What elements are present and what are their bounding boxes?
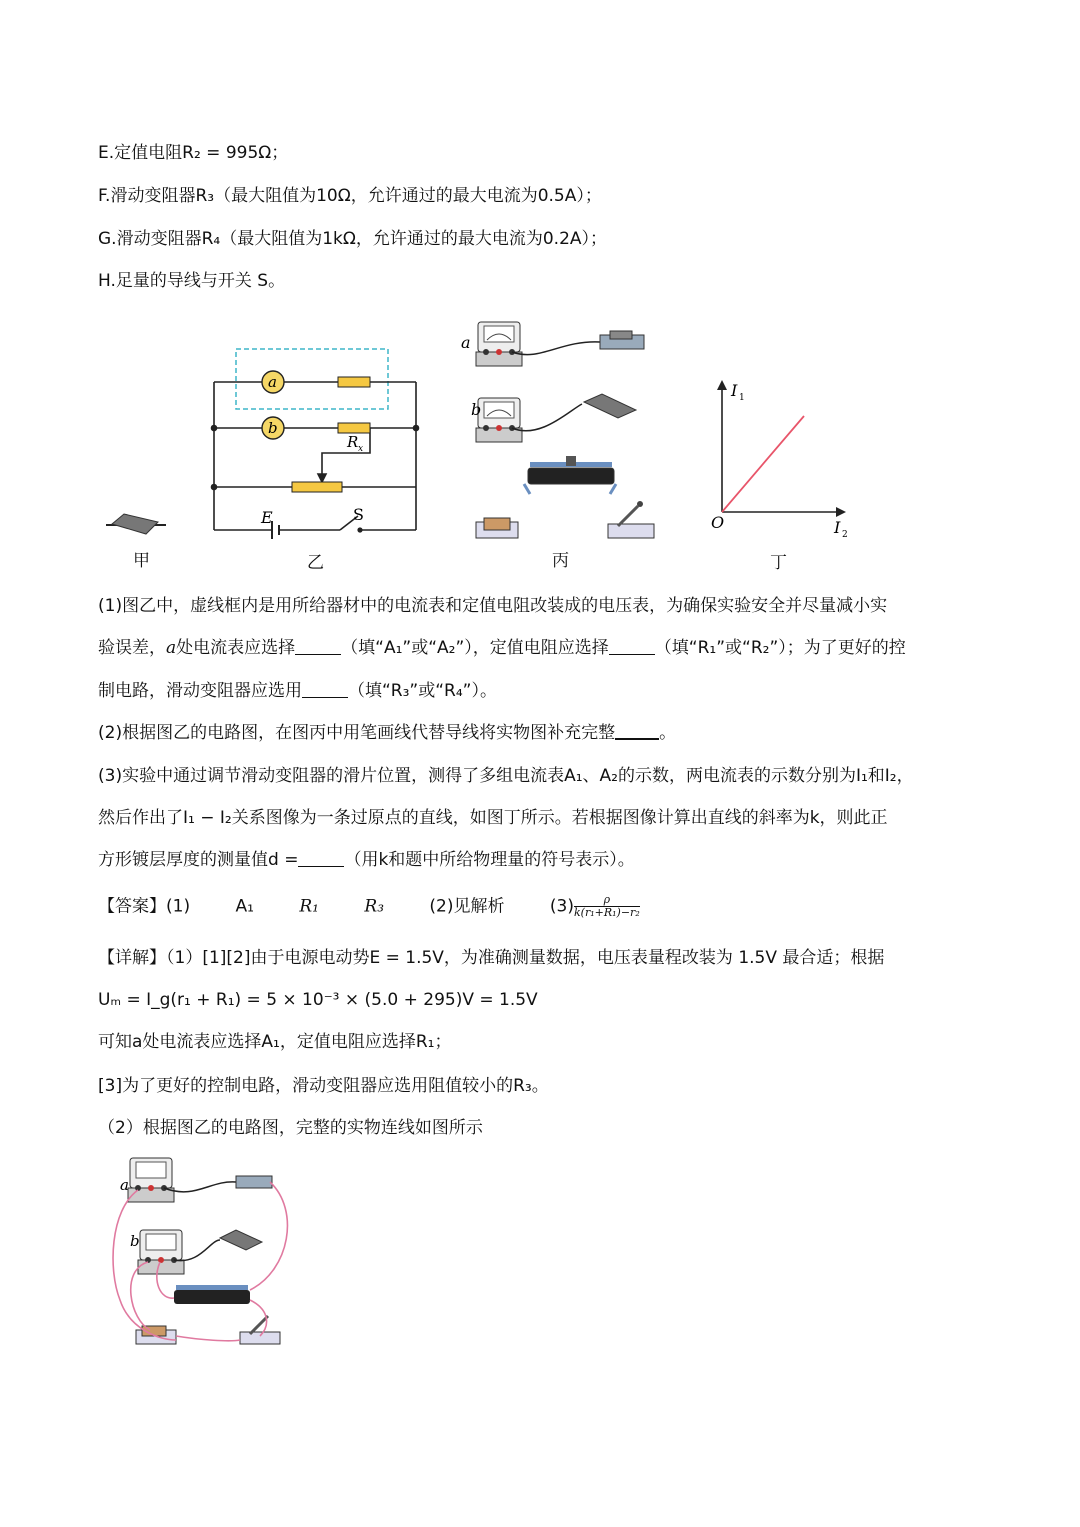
q3-line2: 然后作出了I₁ − I₂关系图像为一条过原点的直线，如图丁所示。若根据图像计算出直线的斜率为k，则此正 [98,808,888,828]
axis-origin: O [711,513,725,532]
plate-device [584,394,636,418]
wired-figure [100,1150,310,1360]
wire-a [512,342,600,355]
detail-line2: Uₘ = I_g(r₁ + R₁) = 5 × 10⁻³ × (5.0 + 295)V = 1.5V [98,990,538,1010]
answer-line [98,894,640,919]
battery-device [476,518,518,538]
w-label-b: b [130,1232,140,1250]
answer-r3: R₃ [364,896,385,917]
caption-yi: 乙 [307,553,324,573]
q1-line2: 验误差，a处电流表应选择 （填“A₁”或“A₂”），定值电阻应选择 （填“R₁”或“R₂”）；为了更好的控 [98,638,906,658]
wire-b [512,404,582,431]
rheostat [292,482,342,492]
detail-line4: [3]为了更好的控制电路，滑动变阻器应选用阻值较小的R₃。 [98,1076,549,1096]
meter-a-device [476,322,522,366]
q3-line3: 方形镀层厚度的测量值d = （用k和题中所给物理量的符号表示）。 [98,850,635,870]
answer-label: 【答案】(1) [98,896,191,917]
switch-device [608,501,654,538]
item-h: H.足量的导线与开关 S。 [98,271,286,291]
item-e: E.定值电阻R₂ = 995Ω； [98,143,289,163]
answer-a1: A₁ [235,896,254,917]
graph-ding [717,380,846,517]
label-b: b [268,419,278,437]
rheostat-device [524,456,616,494]
label-rx: R [347,433,359,451]
caption-bing: 丙 [552,551,569,571]
label-a: a [268,373,277,391]
graph-line [722,416,804,512]
plate-jia [106,514,166,534]
blank-2[interactable] [609,638,655,655]
answer-p2: (2)见解析 [429,896,505,917]
inst-label-b: b [471,400,482,419]
detail-line1: 【详解】（1）[1][2]由于电源电动势E = 1.5V，为准确测量数据，电压表量程改装为 1.5V 最合适；根据 [98,948,885,968]
q1-line1: (1)图乙中，虚线框内是用所给器材中的电流表和定值电阻改装成的电压表，为确保实验安全并尽量减小实 [98,596,888,616]
blank-5[interactable] [298,850,344,867]
item-f: F.滑动变阻器R₃（最大阻值为10Ω，允许通过的最大电流为0.5A）； [98,186,602,206]
detail-line3: 可知a处电流表应选择A₁，定值电阻应选择R₁； [98,1032,452,1052]
circuit-yi [212,349,419,539]
caption-jia: 甲 [133,551,150,571]
axis-i1-sub: 1 [739,393,745,403]
meter-b-device [476,398,522,442]
answer-p3: (3) [549,896,575,917]
blank-4[interactable] [615,722,659,740]
axis-i1: I [731,381,738,400]
inst-label-a: a [461,333,471,352]
caption-ding: 丁 [770,553,787,573]
axis-i2-sub: 2 [842,530,848,540]
w-meter-a [128,1158,174,1202]
resistor-fixed [338,377,370,387]
label-s: S [353,505,364,524]
figure-row [0,310,1080,580]
label-e: E [261,508,273,527]
detail-line5: （2）根据图乙的电路图，完整的实物连线如图所示 [98,1118,483,1138]
w-label-a: a [120,1176,129,1194]
label-rx-sub: x [358,444,364,454]
axis-i2: I [834,518,841,537]
w-meter-b [138,1230,184,1274]
q2-line: (2)根据图乙的电路图，在图丙中用笔画线代替导线将实物图补充完整 。 [98,723,677,743]
resistor-rx [338,423,370,433]
answer-fraction: $\frac{\rho}{\text{k(r₁+R₁)−r₂}}$ [574,893,640,919]
item-g: G.滑动变阻器R₄（最大阻值为1kΩ，允许通过的最大电流为0.2A）； [98,229,608,249]
rx-device [600,331,644,349]
q1-line3: 制电路，滑动变阻器应选用 （填“R₃”或“R₄”）。 [98,681,497,701]
blank-3[interactable] [302,681,348,698]
blank-1[interactable] [295,638,341,655]
q3-line1: (3)实验中通过调节滑动变阻器的滑片位置，测得了多组电流表A₁、A₂的示数，两电流表的示数分别为I₁和I₂， [98,766,914,786]
answer-r1: R₁ [299,896,319,917]
